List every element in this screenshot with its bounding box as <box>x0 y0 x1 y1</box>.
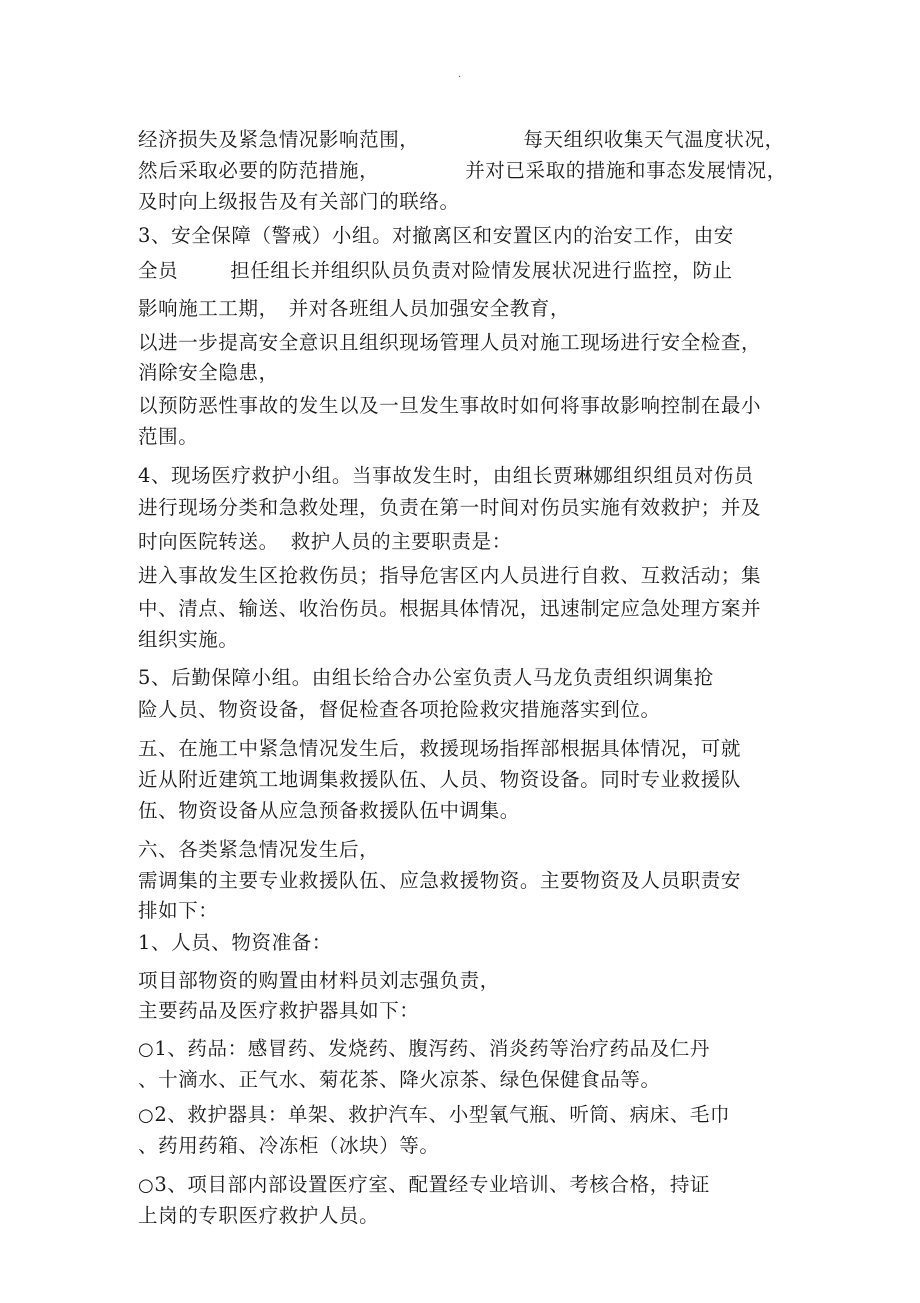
text-line: 六、各类紧急情况发生后， <box>138 838 380 861</box>
text-line: 上岗的专职医疗救护人员。 <box>138 1204 380 1227</box>
text-line: 及时向上级报告及有关部门的联络。 <box>138 190 460 213</box>
text-line: 中、清点、输送、收治伤员。根据具体情况，迅速制定应急处理方案并 <box>138 597 762 620</box>
text-line: 经济损失及紧急情况影响范围， 每天组织收集天气温度状况， <box>138 128 785 151</box>
text-line: 以预防恶性事故的发生以及一旦发生事故时如何将事故影响控制在最小 <box>138 394 762 417</box>
text-line: 然后采取必要的防范措施， 并对已采取的措施和事态发展情况， <box>138 159 787 182</box>
text-line: 排如下： <box>138 899 219 922</box>
text-line: 影响施工工期， 并对各班组人员加强安全教育， <box>138 297 571 320</box>
text-line: 项目部物资的购置由材料员刘志强负责， <box>138 969 500 992</box>
list-item: ○3、项目部内部设置医疗室、配置经专业培训、考核合格，持证 <box>138 1173 711 1196</box>
text-line: 消除安全隐患， <box>138 361 279 384</box>
text-line: 4、现场医疗救护小组。当事故发生时，由组长贾琳娜组织组员对伤员 <box>138 464 755 487</box>
text-line: 1、人员、物资准备： <box>138 931 332 954</box>
text-line: 全员 担任组长并组织队员负责对险情发展状况进行监控，防止 <box>138 259 733 282</box>
list-item: ○1、药品：感冒药、发烧药、腹泻药、消炎药等治疗药品及仁丹 <box>138 1037 711 1060</box>
text-line: 范围。 <box>138 425 199 448</box>
circle-bullet-icon: ○ <box>138 1175 155 1196</box>
text-line: 进行现场分类和急救处理，负责在第一时间对伤员实施有效救护；并及 <box>138 496 762 519</box>
text-line: 以进一步提高安全意识且组织现场管理人员对施工现场进行安全检查， <box>138 331 762 354</box>
header-dot: · <box>458 72 462 83</box>
text-line: 需调集的主要专业救援队伍、应急救援物资。主要物资及人员职责安 <box>138 869 742 892</box>
text-line: 、十滴水、正气水、菊花茶、降火凉茶、绿色保健食品等。 <box>138 1068 661 1091</box>
text-line: 险人员、物资设备，督促检查各项抢险救灾措施落实到位。 <box>138 698 661 721</box>
list-item: ○2、救护器具：单架、救护汽车、小型氧气瓶、听筒、病床、毛巾 <box>138 1103 731 1126</box>
circle-bullet-icon: ○ <box>138 1105 155 1126</box>
text-line: 3、安全保障（警戒）小组。对撤离区和安置区内的治安工作，由安 <box>138 224 734 247</box>
circle-bullet-icon: ○ <box>138 1039 155 1060</box>
text-line: 、药用药箱、冷冻柜（冰块）等。 <box>138 1134 440 1157</box>
text-line: 组织实施。 <box>138 628 239 651</box>
text-line: 时向医院转送。 救护人员的主要职责是： <box>138 530 512 553</box>
text-line: 近从附近建筑工地调集救援队伍、人员、物资设备。同时专业救援队 <box>138 768 742 791</box>
text-line: 五、在施工中紧急情况发生后，救援现场指挥部根据具体情况，可就 <box>138 737 742 760</box>
text-line: 主要药品及医疗救护器具如下： <box>138 999 420 1022</box>
text-line: 5、后勤保障小组。由组长给合办公室负责人马龙负责组织调集抢 <box>138 666 714 689</box>
text-line: 进入事故发生区抢救伤员；指导危害区内人员进行自救、互救活动；集 <box>138 564 762 587</box>
text-line: 伍、物资设备从应急预备救援队伍中调集。 <box>138 799 520 822</box>
